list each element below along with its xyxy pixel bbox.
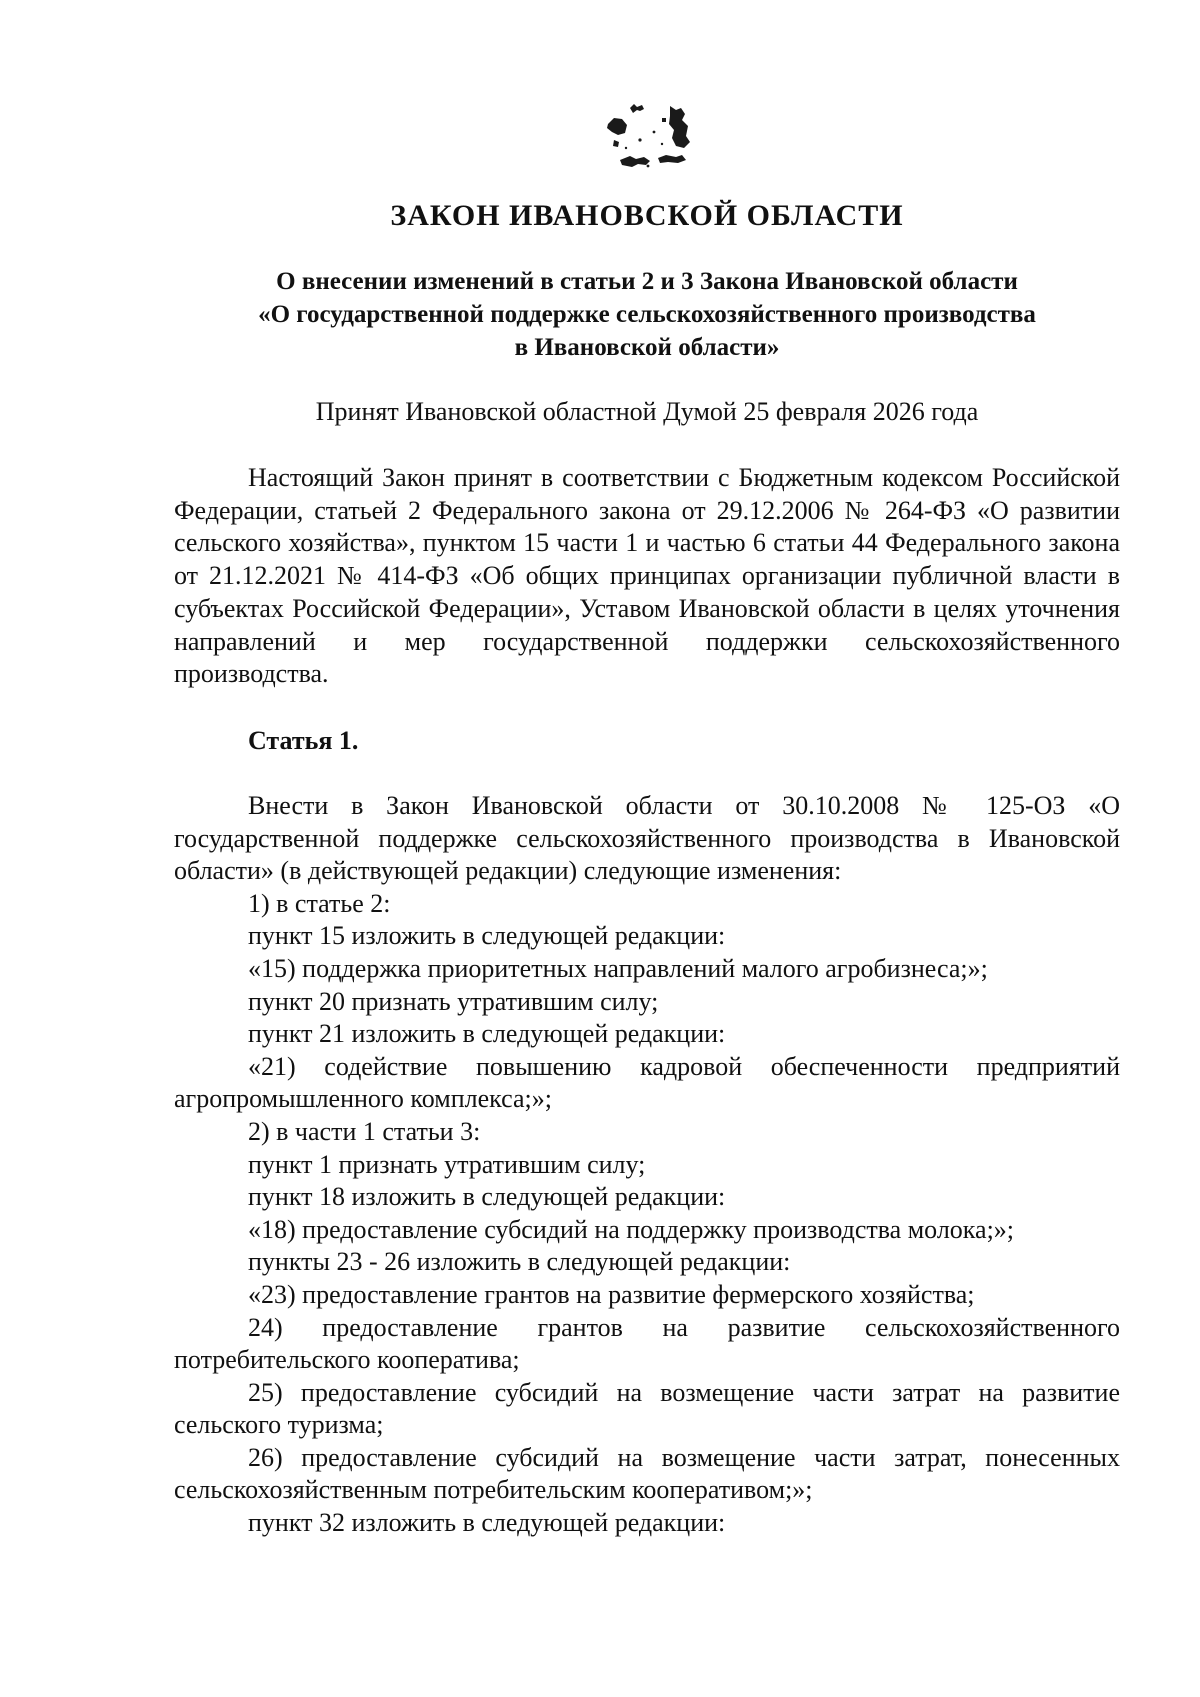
article-paragraph: «23) предоставление грантов на развитие фермерского хозяйства;: [248, 1279, 975, 1309]
document-title-line: в Ивановской области»: [514, 334, 780, 361]
article-paragraph: 2) в части 1 статьи 3:: [248, 1116, 481, 1146]
article-paragraph: пункты 23 - 26 изложить в следующей редакции:: [248, 1247, 791, 1277]
article-paragraph: пункт 15 изложить в следующей редакции:: [248, 921, 726, 951]
article-paragraph: пункт 32 изложить в следующей редакции:: [248, 1508, 726, 1538]
article-paragraph: пункт 21 изложить в следующей редакции:: [248, 1019, 726, 1049]
article-paragraph: пункт 1 признать утратившим силу;: [248, 1149, 646, 1179]
article-paragraph: пункт 18 изложить в следующей редакции:: [248, 1182, 726, 1212]
document-title: [174, 265, 1120, 364]
document-title-line: О внесении изменений в статьи 2 и 3 Закона Ивановской области: [276, 268, 1018, 295]
article-body: [174, 790, 1120, 1540]
article-paragraph: 1) в статье 2:: [248, 888, 391, 918]
article-paragraph: Внести в Закон Ивановской области от 30.10.2008 № 125-ОЗ «О государственной поддержке сельскохозяйственного производства в Ивановской области» (в действующей редакции) следующие изменения:: [174, 791, 1120, 886]
article-paragraph: 26) предоставление субсидий на возмещение части затрат, понесенных сельскохозяйственным потребительским кооперативом;»;: [174, 1442, 1120, 1505]
article-paragraph: 24) предоставление грантов на развитие сельскохозяйственного потребительского кооператива;: [174, 1312, 1120, 1375]
document-title-line: «О государственной поддержке сельскохозяйственного производства: [258, 301, 1036, 328]
preamble-paragraph: Настоящий Закон принят в соответствии с Бюджетным кодексом Российской Федерации, статьей 2 Федерального закона от 29.12.2006 № 264-ФЗ «О развитии сельского хозяйства», пунктом 15 части 1 и частью 6 статьи 44 Федерального закона от 21.12.2021 № 414-ФЗ «Об общих принципах организации публичной власти в субъектах Российской Федерации», Уставом Ивановской области в целях уточнения направлений и мер государственной поддержки сельскохозяйственного производства.: [174, 463, 1120, 689]
document-type-heading: ЗАКОН ИВАНОВСКОЙ ОБЛАСТИ: [390, 199, 904, 232]
article-paragraph: «15) поддержка приоритетных направлений малого агробизнеса;»;: [248, 953, 988, 983]
article-paragraph: «18) предоставление субсидий на поддержку производства молока;»;: [248, 1214, 1015, 1244]
adoption-note: Принят Ивановской областной Думой 25 февраля 2026 года: [315, 397, 979, 426]
coat-of-arms-emblem: [600, 100, 704, 184]
article-paragraph: пункт 20 признать утратившим силу;: [248, 986, 659, 1016]
article-paragraph: 25) предоставление субсидий на возмещение части затрат на развитие сельского туризма;: [174, 1377, 1120, 1440]
article-heading: Статья 1.: [248, 726, 359, 755]
article-paragraph: «21) содействие повышению кадровой обеспеченности предприятий агропромышленного комплекса;»;: [174, 1051, 1120, 1114]
